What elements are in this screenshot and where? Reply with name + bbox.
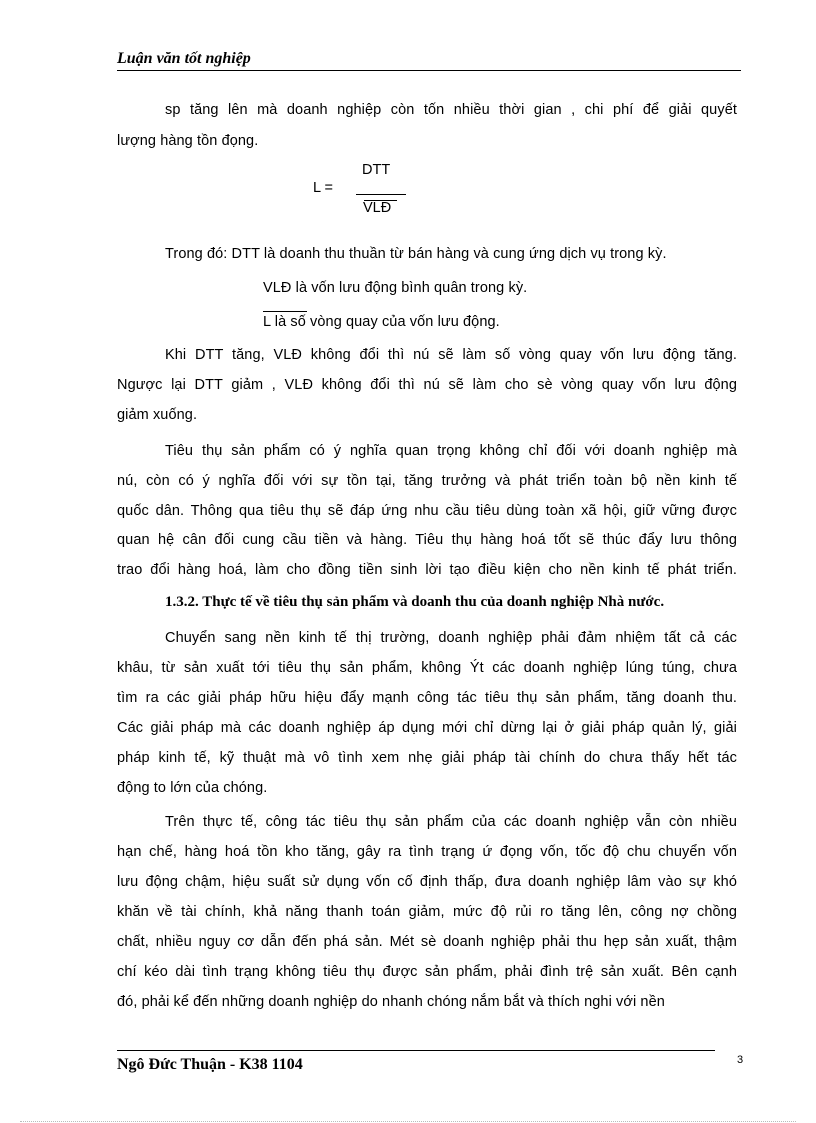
page-edge (20, 1121, 796, 1122)
text-line: nú, còn có ý nghĩa đối với sự tồn tại, tăng trưởng và phát triển toàn bộ nền kinh tế (117, 473, 737, 489)
text-line: khăn về tài chính, khả năng thanh toán giảm, mức độ rủi ro tăng lên, công nợ chồng (117, 904, 737, 920)
text-line: lượng hàng tồn đọng. (117, 133, 259, 149)
text-line: Ngược lại DTT giảm , VLĐ không đổi thì nú sẽ làm cho sè vòng quay vốn lưu động (117, 377, 737, 393)
text-line: tìm ra các giải pháp hữu hiệu đẩy mạnh công tác tiêu thụ sản phẩm, tăng doanh thu. (117, 690, 737, 706)
header-rule (117, 70, 741, 71)
text-line: L là số vòng quay của vốn lưu động. (263, 314, 500, 330)
text-line: chất, nhiều nguy cơ dẫn đến phá sản. Mét sè doanh nghiệp phải thu hẹp sản xuất, thậm (117, 934, 737, 950)
footer-author: Ngô Đức Thuận - K38 1104 (117, 1056, 303, 1073)
text-line: quan hệ cân đối cung cầu tiền và hàng. Tiêu thụ hàng hoá tốt sẽ thúc đẩy lưu thông (117, 532, 737, 548)
text-line: lưu động chậm, hiệu suất sử dụng vốn cố định thấp, đưa doanh nghiệp lâm vào sự khó (117, 874, 737, 890)
text-line: khâu, từ sản xuất tới tiêu thụ sản phẩm, không Ýt các doanh nghiệp lúng túng, chưa (117, 660, 737, 676)
text-line: pháp kinh tế, kỹ thuật mà vô tình xem nhẹ giải pháp tài chính do chưa thấy hết tác (117, 750, 737, 766)
formula-numerator: DTT (362, 162, 391, 178)
text-line: Tiêu thụ sản phẩm có ý nghĩa quan trọng không chỉ đối với doanh nghiệp mà (165, 443, 737, 459)
text-line: VLĐ là vốn lưu động bình quân trong kỳ. (263, 280, 528, 296)
formula-lhs: L = (313, 180, 334, 196)
text-line: Khi DTT tăng, VLĐ không đổi thì nú sẽ làm số vòng quay vốn lưu động tăng. (165, 347, 737, 363)
text-line: sp tăng lên mà doanh nghiệp còn tốn nhiều thời gian , chi phí để giải quyết (165, 102, 737, 118)
formula-denominator: VLĐ (363, 200, 392, 216)
page-number: 3 (737, 1054, 744, 1066)
text-line: chí kéo dài tình trạng không tiêu thụ được sản phẩm, phải đình trệ sản xuất. Bên cạnh (117, 964, 737, 980)
text-line: động to lớn của chóng. (117, 780, 268, 796)
section-heading: 1.3.2. Thực tế về tiêu thụ sản phẩm và doanh thu của doanh nghiệp Nhà nước. (165, 594, 665, 610)
denominator-overline (364, 200, 397, 201)
text-line: hạn chế, hàng hoá tồn kho tăng, gây ra tình trạng ứ đọng vốn, tốc độ chu chuyển vốn (117, 844, 737, 860)
fraction-bar (356, 194, 406, 195)
text-line: Chuyển sang nền kinh tế thị trường, doanh nghiệp phải đảm nhiệm tất cả các (165, 630, 737, 646)
text-line: trao đổi hàng hoá, làm cho đồng tiền sinh lời tạo điều kiện cho nền kinh tế phát triển. (117, 562, 737, 578)
text-line: Các giải pháp mà các doanh nghiệp áp dụng mới chỉ dừng lại ở giải pháp quản lý, giải (117, 720, 737, 736)
header-title: Luận văn tốt nghiệp (117, 50, 251, 67)
text-line: quốc dân. Thông qua tiêu thụ sẽ đáp ứng nhu cầu tiêu dùng toàn xã hội, giữ vững được (117, 503, 737, 519)
text-line: giảm xuống. (117, 407, 198, 423)
footer-rule (117, 1050, 715, 1051)
text-line: Trên thực tế, công tác tiêu thụ sản phẩm của các doanh nghiệp vẫn còn nhiều (165, 814, 737, 830)
text-line: đó, phải kể đến những doanh nghiệp do nhanh chóng nắm bắt và thích nghi với nền (117, 994, 665, 1010)
text-line: Trong đó: DTT là doanh thu thuần từ bán hàng và cung ứng dịch vụ trong kỳ. (165, 246, 667, 262)
